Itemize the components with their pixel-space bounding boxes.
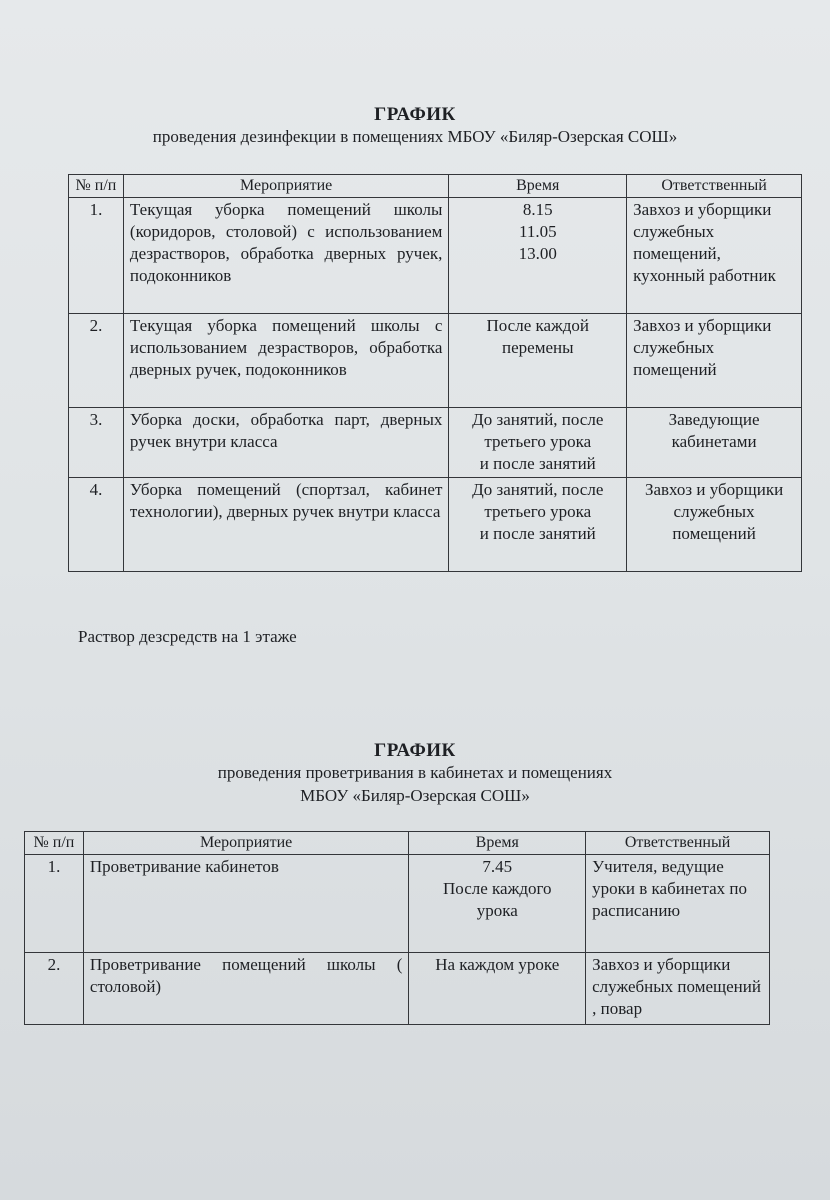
row-activity: Текущая уборка помещений школы (коридоров, столовой) с использованием дезрастворов, обработка дверных ручек, подоконников (123, 198, 448, 314)
ventilation-schedule-table (24, 831, 770, 1025)
table-row (25, 855, 770, 953)
table-row (69, 198, 802, 314)
section2-subtitle-line2: МБОУ «Биляр-Озерская СОШ» (300, 786, 530, 805)
row-responsible: Учителя, ведущие уроки в кабинетах по расписанию (586, 855, 770, 953)
row-num: 1. (25, 855, 84, 953)
section1-subtitle: проведения дезинфекции в помещениях МБОУ «Биляр-Озерская СОШ» (152, 127, 678, 146)
row-responsible: Завхоз и уборщики служебных помещений (627, 478, 802, 572)
time-line: перемены (502, 338, 574, 357)
time-line: третьего урока (484, 432, 592, 451)
section2-subtitle-line1: проведения проветривания в кабинетах и помещениях (217, 763, 613, 782)
time-line: 11.05 (518, 222, 557, 241)
row-time (409, 953, 586, 1025)
table-row (69, 408, 802, 478)
header-num: № п/п (25, 832, 84, 855)
time-line: и после занятий (479, 524, 596, 543)
disinfectant-note: Раствор дезсредств на 1 этаже (78, 627, 297, 646)
time-line: После каждого (443, 879, 552, 898)
time-line: На каждом уроке (435, 955, 560, 974)
row-time (449, 478, 627, 572)
row-num: 2. (25, 953, 84, 1025)
header-time: Время (449, 175, 627, 198)
time-line: третьего урока (484, 502, 592, 521)
row-responsible: Завхоз и уборщики служебных помещений (627, 314, 802, 408)
header-activity: Мероприятие (83, 832, 409, 855)
row-responsible: Завхоз и уборщики служебных помещений, кухонный работник (627, 198, 802, 314)
header-responsible: Ответственный (586, 832, 770, 855)
table-header-row (69, 175, 802, 198)
table-row (69, 478, 802, 572)
time-line: До занятий, после (472, 410, 604, 429)
table-row (69, 314, 802, 408)
time-line: и после занятий (479, 454, 596, 473)
time-line: урока (476, 901, 518, 920)
section2-title: ГРАФИК (374, 740, 456, 761)
time-line: 8.15 (522, 200, 553, 219)
row-activity: Текущая уборка помещений школы с использованием дезрастворов, обработка дверных ручек, подоконников (123, 314, 448, 408)
time-line: После каждой (486, 316, 590, 335)
time-line: 7.45 (482, 857, 513, 876)
row-num: 3. (69, 408, 124, 478)
row-time (409, 855, 586, 953)
row-time (449, 408, 627, 478)
row-activity: Уборка доски, обработка парт, дверных ручек внутри класса (123, 408, 448, 478)
header-responsible: Ответственный (627, 175, 802, 198)
header-activity: Мероприятие (123, 175, 448, 198)
section1-title: ГРАФИК (374, 104, 456, 125)
table-header-row (25, 832, 770, 855)
header-time: Время (409, 832, 586, 855)
header-num: № п/п (69, 175, 124, 198)
row-responsible: Заведующие кабинетами (627, 408, 802, 478)
row-activity: Проветривание помещений школы ( столовой) (83, 953, 409, 1025)
table-row (25, 953, 770, 1025)
row-responsible: Завхоз и уборщики служебных помещений , повар (586, 953, 770, 1025)
row-time (449, 314, 627, 408)
row-num: 1. (69, 198, 124, 314)
time-line: До занятий, после (472, 480, 604, 499)
row-num: 4. (69, 478, 124, 572)
disinfection-schedule-table (68, 174, 802, 572)
row-time (449, 198, 627, 314)
time-line: 13.00 (518, 244, 557, 263)
row-activity: Проветривание кабинетов (83, 855, 409, 953)
row-num: 2. (69, 314, 124, 408)
row-activity: Уборка помещений (спортзал, кабинет технологии), дверных ручек внутри класса (123, 478, 448, 572)
